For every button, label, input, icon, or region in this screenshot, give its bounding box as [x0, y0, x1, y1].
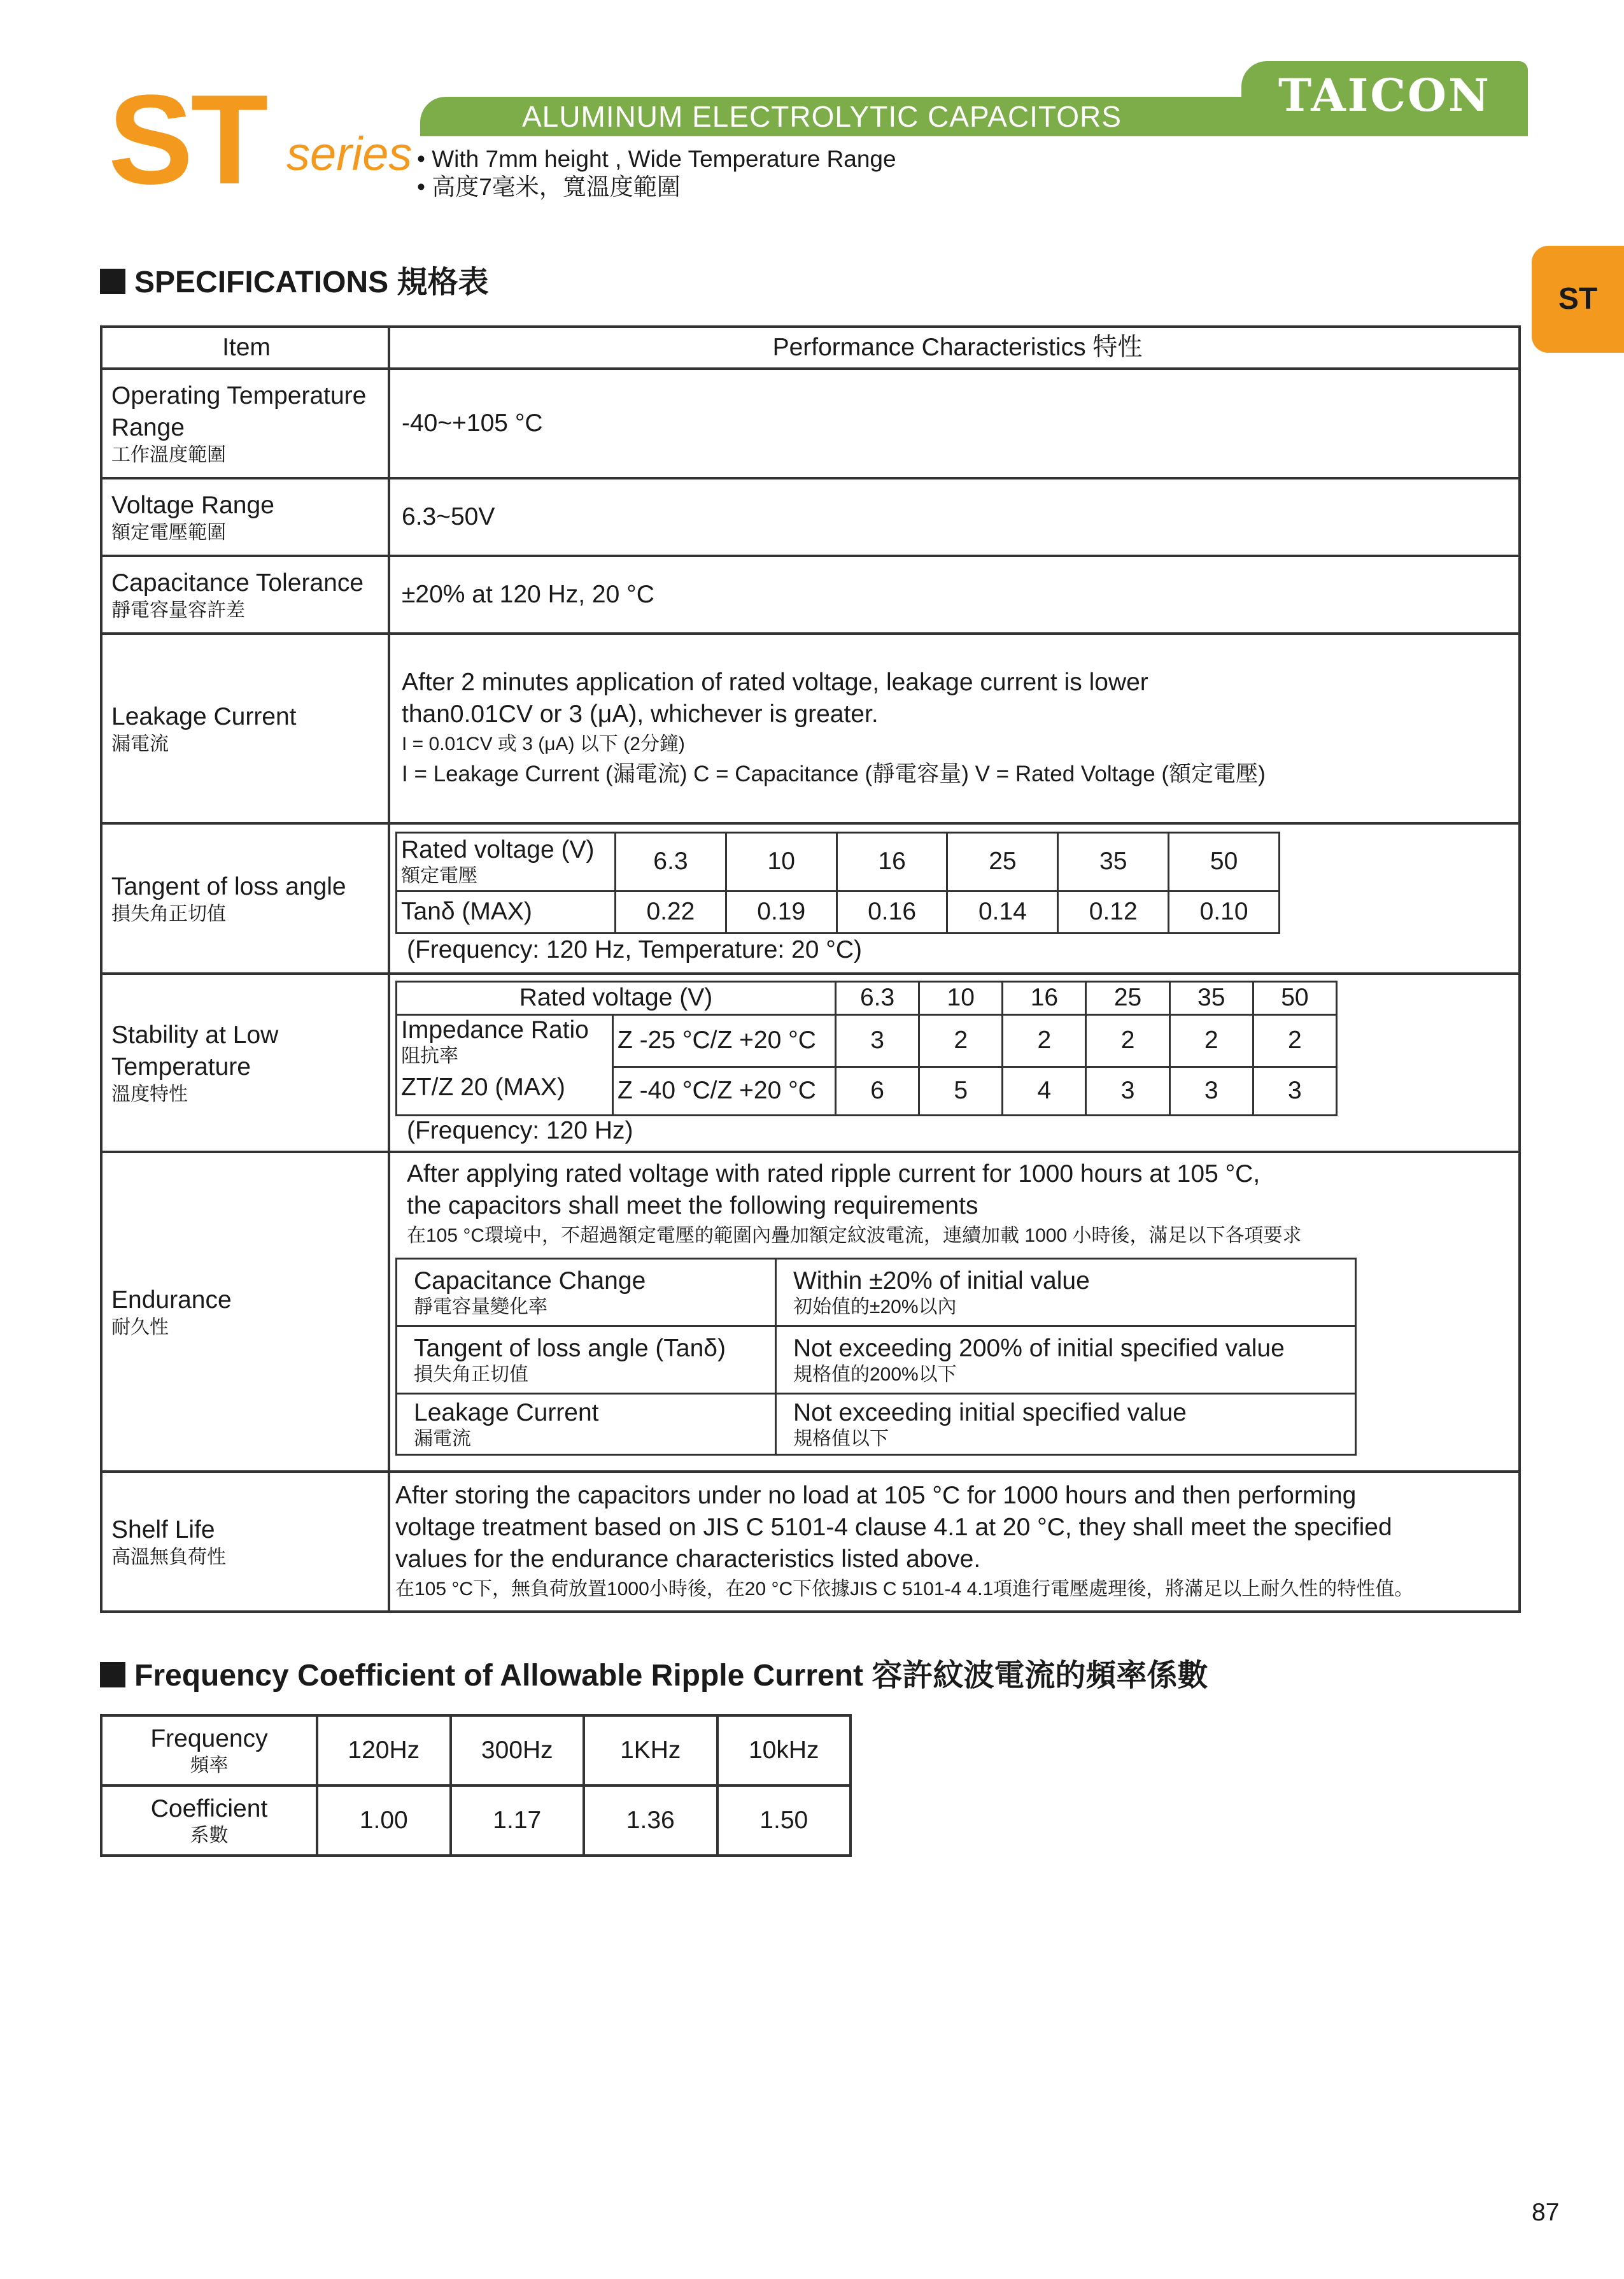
- stability-cond1-row: [397, 1014, 1337, 1067]
- shelf-line-2: voltage treatment based on JIS C 5101-4 clause 4.1 at 20 °C, they shall meet the specified: [395, 1514, 1392, 1541]
- frequency-coefficient-table: [100, 1714, 852, 1857]
- frequency-cell: 1KHz: [584, 1715, 717, 1786]
- ratio-value-cell: 2: [919, 1014, 1003, 1067]
- series-code: ST: [108, 69, 266, 211]
- endurance-line-1: After applying rated voltage with rated ripple current for 1000 hours at 105 °C,: [407, 1160, 1260, 1188]
- tan-value-cell: 0.16: [837, 891, 947, 933]
- frequency-label-zh: 頻率: [190, 1755, 229, 1776]
- endurance-key: [397, 1326, 776, 1394]
- endurance-table: [395, 1258, 1357, 1456]
- voltage-cell: 6.3: [616, 832, 726, 891]
- tangent-voltage-row: [397, 832, 1280, 891]
- row-leakage-current: [101, 634, 1520, 823]
- row-endurance: [101, 1152, 1520, 1472]
- specifications-table: [100, 325, 1521, 1613]
- endurance-key: [397, 1259, 776, 1326]
- ratio-value-cell: 6: [836, 1067, 919, 1115]
- frequency-row: [101, 1715, 851, 1786]
- brand-name: TAICON: [1278, 69, 1491, 122]
- item-cell: [101, 634, 389, 823]
- side-tab-label: ST: [1558, 282, 1598, 316]
- leakage-line-2: than0.01CV or 3 (μA), whichever is greater.: [402, 700, 879, 728]
- shelf-life-description: [389, 1472, 1520, 1612]
- square-bullet-icon: [100, 1662, 125, 1687]
- stability-voltage-row: [397, 981, 1337, 1014]
- col-item-header: Item: [101, 327, 389, 369]
- row-low-temperature-stability: [101, 974, 1520, 1152]
- endurance-row: [397, 1394, 1356, 1455]
- item-label-zh: 工作溫度範圍: [111, 444, 226, 465]
- stability-table: [395, 981, 1338, 1116]
- item-label-zh: 損失角正切值: [111, 904, 226, 925]
- frequency-label: [101, 1715, 317, 1786]
- row-voltage-range: [101, 478, 1520, 556]
- feature-line-zh: • 高度7毫米，寬溫度範圍: [417, 174, 681, 200]
- ztz-label: ZT/Z 20 (MAX): [401, 1073, 565, 1101]
- item-label-en: Stability at Low Temperature: [111, 1021, 279, 1081]
- frequency-cell: 300Hz: [451, 1715, 584, 1786]
- item-cell: [101, 1472, 389, 1612]
- rated-voltage-zh: 額定電壓: [401, 865, 477, 886]
- frequency-label-en: Frequency: [150, 1725, 268, 1752]
- leakage-formula: I = 0.01CV 或 3 (μA) 以下 (2分鐘): [402, 734, 685, 755]
- endurance-row: [397, 1259, 1356, 1326]
- item-label-en: Operating Temperature Range: [111, 382, 367, 441]
- operating-temperature-value: -40~+105 °C: [389, 369, 1520, 478]
- ratio-value-cell: 3: [1086, 1067, 1169, 1115]
- item-cell: [101, 369, 389, 478]
- ratio-value-cell: 2: [1253, 1014, 1336, 1067]
- item-label-en: Shelf Life: [111, 1516, 215, 1544]
- item-label-zh: 溫度特性: [111, 1084, 188, 1105]
- endurance-value: [776, 1259, 1356, 1326]
- item-label-zh: 靜電容量容許差: [111, 600, 245, 621]
- coefficient-cell: 1.50: [717, 1786, 851, 1856]
- frequency-cell: 120Hz: [317, 1715, 451, 1786]
- coefficient-row: [101, 1786, 851, 1856]
- item-label-en: Tangent of loss angle: [111, 873, 346, 900]
- category-title: ALUMINUM ELECTROLYTIC CAPACITORS: [522, 100, 1122, 133]
- series-word: series: [286, 127, 413, 180]
- condition-label: Z -40 °C/Z +20 °C: [613, 1067, 836, 1115]
- endurance-line-zh: 在105 °C環境中，不超過額定電壓的範圍內疊加額定紋波電流，連續加載 1000 小時後，滿足以下各項要求: [407, 1225, 1302, 1246]
- endurance-value: [776, 1394, 1356, 1455]
- voltage-cell: 50: [1169, 832, 1280, 891]
- frequency-coefficient-title: Frequency Coefficient of Allowable Ripple Current 容許紋波電流的頻率係數: [134, 1659, 1208, 1693]
- voltage-cell: 25: [1086, 981, 1169, 1014]
- endurance-value-en: Not exceeding initial specified value: [793, 1398, 1187, 1426]
- tangent-note: (Frequency: 120 Hz, Temperature: 20 °C): [407, 935, 863, 963]
- leakage-line-1: After 2 minutes application of rated voltage, leakage current is lower: [402, 669, 1148, 696]
- endurance-value-zh: 規格值以下: [793, 1428, 889, 1449]
- coefficient-cell: 1.00: [317, 1786, 451, 1856]
- voltage-cell: 16: [1003, 981, 1086, 1014]
- item-label-en: Endurance: [111, 1286, 232, 1314]
- shelf-line-zh: 在105 °C下，無負荷放置1000小時後，在20 °C下依據JIS C 5101-4 4.1項進行電壓處理後，將滿足以上耐久性的特性值。: [395, 1579, 1414, 1600]
- rated-voltage-label: [397, 832, 616, 891]
- voltage-cell: 16: [837, 832, 947, 891]
- rated-voltage-en: Rated voltage (V): [401, 836, 595, 863]
- voltage-cell: 25: [947, 832, 1058, 891]
- item-label-zh: 高溫無負荷性: [111, 1547, 226, 1568]
- ratio-value-cell: 2: [1169, 1014, 1253, 1067]
- ratio-value-cell: 3: [1253, 1067, 1336, 1115]
- leakage-current-description: [389, 634, 1520, 823]
- endurance-row: [397, 1326, 1356, 1394]
- voltage-cell: 10: [919, 981, 1003, 1014]
- endurance-value-en: Not exceeding 200% of initial specified value: [793, 1334, 1285, 1362]
- tangent-table: [395, 832, 1280, 934]
- ratio-value-cell: 5: [919, 1067, 1003, 1115]
- shelf-line-1: After storing the capacitors under no load at 105 °C for 1000 hours and then performing: [395, 1482, 1357, 1509]
- row-shelf-life: [101, 1472, 1520, 1612]
- impedance-ratio-zh: 阻抗率: [401, 1045, 458, 1067]
- endurance-value-en: Within ±20% of initial value: [793, 1267, 1090, 1295]
- endurance-key-zh: 漏電流: [414, 1428, 471, 1449]
- endurance-key-en: Tangent of loss angle (Tanδ): [414, 1334, 726, 1362]
- spec-header-row: [101, 327, 1520, 369]
- coefficient-cell: 1.17: [451, 1786, 584, 1856]
- voltage-cell: 10: [726, 832, 837, 891]
- item-label-en: Capacitance Tolerance: [111, 569, 364, 597]
- voltage-cell: 35: [1169, 981, 1253, 1014]
- side-series-tab: [1532, 246, 1624, 353]
- page-number: 87: [1532, 2199, 1560, 2226]
- ratio-value-cell: 2: [1086, 1014, 1169, 1067]
- voltage-cell: 35: [1058, 832, 1169, 891]
- condition-label: Z -25 °C/Z +20 °C: [613, 1014, 836, 1067]
- voltage-range-value: 6.3~50V: [389, 478, 1520, 556]
- feature-line-en: • With 7mm height , Wide Temperature Range: [417, 146, 896, 172]
- endurance-key-en: Leakage Current: [414, 1398, 599, 1426]
- tangent-cell: [389, 823, 1520, 974]
- coefficient-label-en: Coefficient: [150, 1795, 268, 1822]
- stability-note: (Frequency: 120 Hz): [407, 1116, 633, 1144]
- item-cell: [101, 974, 389, 1152]
- impedance-ratio-label: [397, 1014, 613, 1115]
- ratio-value-cell: 2: [1003, 1014, 1086, 1067]
- tan-value-cell: 0.10: [1169, 891, 1280, 933]
- square-bullet-icon: [100, 269, 125, 294]
- item-cell: [101, 1152, 389, 1472]
- col-perf-header: Performance Characteristics 特性: [389, 327, 1520, 369]
- coefficient-cell: 1.36: [584, 1786, 717, 1856]
- coefficient-label: [101, 1786, 317, 1856]
- tan-value-cell: 0.22: [616, 891, 726, 933]
- endurance-cell: [389, 1152, 1520, 1472]
- capacitance-tolerance-value: ±20% at 120 Hz, 20 °C: [389, 556, 1520, 634]
- rated-voltage-label: Rated voltage (V): [397, 981, 836, 1014]
- tan-value-cell: 0.12: [1058, 891, 1169, 933]
- endurance-value-zh: 規格值的200%以下: [793, 1363, 957, 1385]
- endurance-line-2: the capacitors shall meet the following requirements: [407, 1192, 978, 1219]
- ratio-value-cell: 3: [836, 1014, 919, 1067]
- specifications-title: SPECIFICATIONS 規格表: [134, 266, 489, 299]
- tangent-value-row: [397, 891, 1280, 933]
- brand-logo: [1241, 61, 1528, 136]
- impedance-ratio-en: Impedance Ratio: [401, 1016, 589, 1044]
- item-label-en: Voltage Range: [111, 492, 274, 519]
- specifications-heading: [100, 265, 488, 301]
- tan-value-cell: 0.19: [726, 891, 837, 933]
- frequency-coefficient-heading: [100, 1658, 1208, 1694]
- endurance-key: [397, 1394, 776, 1455]
- coefficient-label-zh: 系數: [190, 1825, 229, 1846]
- item-cell: [101, 823, 389, 974]
- item-label-en: Leakage Current: [111, 703, 297, 730]
- item-label-zh: 額定電壓範圍: [111, 522, 226, 543]
- endurance-key-en: Capacitance Change: [414, 1267, 646, 1295]
- shelf-line-3: values for the endurance characteristics listed above.: [395, 1545, 981, 1573]
- voltage-cell: 50: [1253, 981, 1336, 1014]
- voltage-cell: 6.3: [836, 981, 919, 1014]
- tan-value-cell: 0.14: [947, 891, 1058, 933]
- item-label-zh: 耐久性: [111, 1317, 169, 1338]
- row-operating-temperature: [101, 369, 1520, 478]
- frequency-cell: 10kHz: [717, 1715, 851, 1786]
- item-label-zh: 漏電流: [111, 734, 169, 755]
- endurance-key-zh: 靜電容量變化率: [414, 1296, 547, 1317]
- endurance-value-zh: 初始值的±20%以內: [793, 1296, 957, 1317]
- stability-cell: [389, 974, 1520, 1152]
- tan-label: Tanδ (MAX): [397, 891, 616, 933]
- leakage-legend: I = Leakage Current (漏電流) C = Capacitance (靜電容量) V = Rated Voltage (額定電壓): [402, 762, 1266, 786]
- endurance-value: [776, 1326, 1356, 1394]
- endurance-key-zh: 損失角正切值: [414, 1363, 528, 1385]
- row-tangent-loss-angle: [101, 823, 1520, 974]
- row-capacitance-tolerance: [101, 556, 1520, 634]
- ratio-value-cell: 3: [1169, 1067, 1253, 1115]
- ratio-value-cell: 4: [1003, 1067, 1086, 1115]
- item-cell: [101, 478, 389, 556]
- item-cell: [101, 556, 389, 634]
